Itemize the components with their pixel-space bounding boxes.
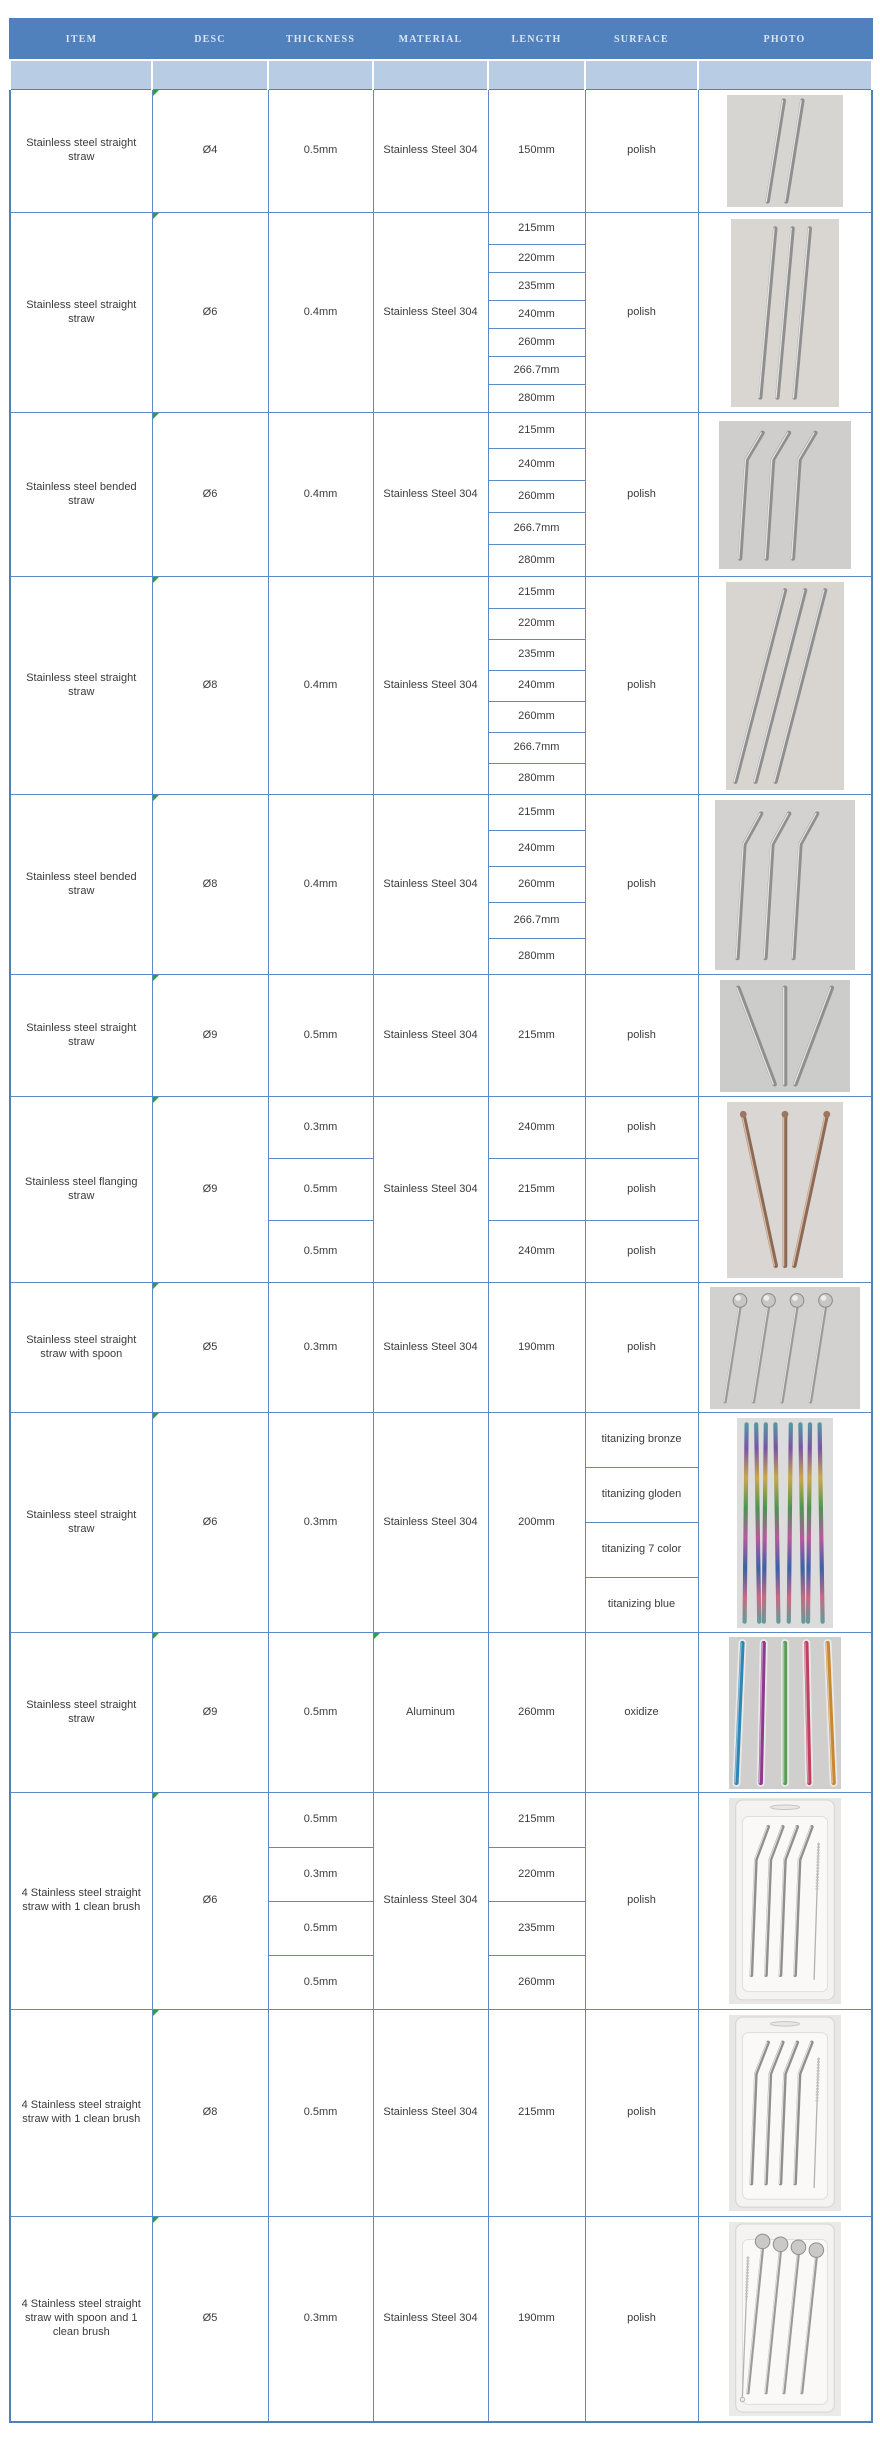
photo-cell[interactable] [698,1097,872,1283]
column-header-length[interactable]: LENGTH [488,19,585,60]
length-cell[interactable]: 280mm [488,385,585,413]
length-cell[interactable]: 240mm [488,449,585,481]
product-row [10,1283,872,1413]
thickness-cell[interactable]: 0.3mm [268,2217,373,2422]
item-cell[interactable]: Stainless steel straight straw with spoon [10,1283,152,1413]
surface-cell[interactable]: polish [585,1221,698,1283]
length-cell[interactable]: 215mm [488,1159,585,1221]
band-cell-material[interactable] [373,60,488,90]
straw-photo-graphic [726,582,844,790]
error-indicator-icon [153,1633,159,1639]
product-photo[interactable] [702,980,869,1092]
length-cell[interactable]: 260mm [488,329,585,357]
product-photo[interactable] [702,421,869,569]
thickness-cell[interactable]: 0.5mm [268,1221,373,1283]
photo-cell[interactable] [698,1633,872,1793]
product-row [10,2010,872,2217]
length-cell[interactable]: 215mm [488,2010,585,2217]
length-cell[interactable]: 240mm [488,301,585,329]
item-cell[interactable]: Stainless steel flanging straw [10,1097,152,1283]
surface-cell[interactable]: polish [585,1097,698,1159]
error-indicator-icon [153,577,159,583]
desc-cell[interactable]: Ø9 [152,1633,268,1793]
thickness-cell[interactable]: 0.5mm [268,1793,373,1848]
length-cell[interactable]: 235mm [488,640,585,671]
item-cell[interactable]: Stainless steel straight straw [10,90,152,213]
length-cell[interactable]: 260mm [488,1633,585,1793]
band-cell-thickness[interactable] [268,60,373,90]
desc-cell[interactable]: Ø4 [152,90,268,213]
length-cell[interactable]: 215mm [488,413,585,449]
item-cell[interactable]: Stainless steel straight straw [10,975,152,1097]
desc-cell[interactable]: Ø8 [152,795,268,975]
length-cell[interactable]: 260mm [488,481,585,513]
item-cell[interactable]: Stainless steel straight straw [10,577,152,795]
thickness-cell[interactable]: 0.5mm [268,90,373,213]
straw-photo-graphic [719,421,851,569]
photo-cell[interactable] [698,90,872,213]
photo-cell[interactable] [698,2217,872,2422]
desc-cell[interactable]: Ø8 [152,577,268,795]
straw-photo-graphic [729,2222,841,2416]
desc-cell[interactable]: Ø6 [152,1793,268,2010]
length-cell[interactable]: 260mm [488,1956,585,2010]
desc-cell[interactable]: Ø6 [152,413,268,577]
error-indicator-icon [153,2010,159,2016]
length-cell[interactable]: 266.7mm [488,357,585,385]
desc-cell[interactable]: Ø5 [152,1283,268,1413]
thickness-cell[interactable]: 0.5mm [268,1633,373,1793]
material-cell[interactable]: Stainless Steel 304 [373,975,488,1097]
thickness-cell[interactable]: 0.5mm [268,1956,373,2010]
item-cell[interactable]: Stainless steel straight straw [10,1633,152,1793]
desc-cell[interactable]: Ø8 [152,2010,268,2217]
surface-cell[interactable]: polish [585,2010,698,2217]
length-cell[interactable]: 200mm [488,1413,585,1633]
photo-cell[interactable] [698,795,872,975]
item-cell[interactable]: Stainless steel bended straw [10,413,152,577]
material-cell[interactable]: Stainless Steel 304 [373,413,488,577]
surface-cell[interactable]: polish [585,795,698,975]
header-row [10,19,872,60]
material-cell[interactable]: Stainless Steel 304 [373,90,488,213]
material-cell[interactable]: Stainless Steel 304 [373,1097,488,1283]
product-table [9,18,873,2423]
product-row [10,213,872,245]
desc-cell[interactable]: Ø9 [152,975,268,1097]
desc-cell[interactable]: Ø9 [152,1097,268,1283]
item-cell[interactable]: Stainless steel straight straw [10,213,152,413]
surface-cell[interactable]: polish [585,1159,698,1221]
error-indicator-icon [153,213,159,219]
surface-cell[interactable]: oxidize [585,1633,698,1793]
thickness-cell[interactable]: 0.4mm [268,577,373,795]
length-cell[interactable]: 235mm [488,1902,585,1956]
column-header-surface[interactable]: SURFACE [585,19,698,60]
item-cell[interactable]: 4 Stainless steel straight straw with 1 clean brush [10,2010,152,2217]
item-cell[interactable]: 4 Stainless steel straight straw with 1 clean brush [10,1793,152,2010]
photo-cell[interactable] [698,213,872,413]
length-cell[interactable]: 280mm [488,545,585,577]
band-cell-item[interactable] [10,60,152,90]
error-indicator-icon [153,1413,159,1419]
straw-photo-graphic [729,1637,841,1789]
material-cell[interactable]: Stainless Steel 304 [373,213,488,413]
photo-cell[interactable] [698,1793,872,2010]
material-cell[interactable]: Stainless Steel 304 [373,795,488,975]
straw-photo-graphic [729,2015,841,2211]
thickness-cell[interactable]: 0.4mm [268,795,373,975]
product-photo[interactable] [702,1798,869,2004]
length-cell[interactable]: 266.7mm [488,513,585,545]
surface-cell[interactable]: polish [585,413,698,577]
straw-photo-graphic [715,800,855,970]
band-cell-photo[interactable] [698,60,872,90]
length-cell[interactable]: 215mm [488,795,585,831]
straw-photo-graphic [729,1798,841,2004]
straw-photo-graphic [737,1418,833,1628]
product-photo[interactable] [702,219,869,407]
error-indicator-icon [153,2217,159,2223]
material-cell[interactable]: Aluminum [373,1633,488,1793]
product-row [10,1793,872,1848]
length-cell[interactable]: 266.7mm [488,903,585,939]
product-photo[interactable] [702,2222,869,2416]
column-header-material[interactable]: MATERIAL [373,19,488,60]
photo-cell[interactable] [698,2010,872,2217]
thickness-cell[interactable]: 0.3mm [268,1097,373,1159]
photo-cell[interactable] [698,1413,872,1633]
straw-photo-graphic [727,1102,843,1278]
straw-photo-graphic [710,1287,860,1409]
length-cell[interactable]: 215mm [488,577,585,609]
error-indicator-icon [153,1097,159,1103]
band-cell-surface[interactable] [585,60,698,90]
product-photo[interactable] [702,95,869,207]
error-indicator-icon [153,1283,159,1289]
product-photo[interactable] [702,800,869,970]
error-indicator-icon [153,795,159,801]
table-header [10,19,872,90]
thickness-cell[interactable]: 0.4mm [268,213,373,413]
column-header-photo[interactable]: PHOTO [698,19,872,60]
length-cell[interactable]: 215mm [488,213,585,245]
product-photo[interactable] [702,582,869,790]
material-cell[interactable]: Stainless Steel 304 [373,2217,488,2422]
length-cell[interactable]: 220mm [488,245,585,273]
band-cell-length[interactable] [488,60,585,90]
surface-cell[interactable]: polish [585,975,698,1097]
product-photo[interactable] [702,2015,869,2211]
error-indicator-icon [153,975,159,981]
error-indicator-icon [153,90,159,96]
photo-cell[interactable] [698,413,872,577]
length-cell[interactable]: 260mm [488,867,585,903]
length-cell[interactable]: 215mm [488,1793,585,1848]
desc-cell[interactable]: Ø6 [152,213,268,413]
material-cell[interactable]: Stainless Steel 304 [373,2010,488,2217]
item-cell[interactable]: Stainless steel bended straw [10,795,152,975]
length-cell[interactable]: 235mm [488,273,585,301]
thickness-cell[interactable]: 0.5mm [268,975,373,1097]
length-cell[interactable]: 240mm [488,831,585,867]
product-photo[interactable] [702,1637,869,1789]
desc-cell[interactable]: Ø5 [152,2217,268,2422]
column-header-desc[interactable]: DESC [152,19,268,60]
length-cell[interactable]: 150mm [488,90,585,213]
error-indicator-icon [153,413,159,419]
thickness-cell[interactable]: 0.5mm [268,1902,373,1956]
thickness-cell[interactable]: 0.3mm [268,1283,373,1413]
thickness-cell[interactable]: 0.3mm [268,1848,373,1902]
material-cell[interactable]: Stainless Steel 304 [373,1283,488,1413]
surface-cell[interactable]: polish [585,213,698,413]
product-row [10,1413,872,1468]
desc-cell[interactable]: Ø6 [152,1413,268,1633]
error-indicator-icon [153,1793,159,1799]
photo-cell[interactable] [698,1283,872,1413]
product-photo[interactable] [702,1287,869,1409]
length-cell[interactable]: 280mm [488,939,585,975]
thickness-cell[interactable]: 0.3mm [268,1413,373,1633]
product-row [10,975,872,1097]
error-indicator-icon [374,1633,380,1639]
thickness-cell[interactable]: 0.5mm [268,2010,373,2217]
length-cell[interactable]: 240mm [488,1221,585,1283]
length-cell[interactable]: 190mm [488,1283,585,1413]
photo-cell[interactable] [698,577,872,795]
surface-cell[interactable]: titanizing bronze [585,1413,698,1468]
thickness-cell[interactable]: 0.5mm [268,1159,373,1221]
product-photo[interactable] [702,1418,869,1628]
product-row [10,1097,872,1159]
length-cell[interactable]: 240mm [488,671,585,702]
surface-cell[interactable]: titanizing gloden [585,1468,698,1523]
length-cell[interactable]: 240mm [488,1097,585,1159]
band-row [10,60,872,90]
surface-cell[interactable]: polish [585,1283,698,1413]
length-cell[interactable]: 260mm [488,702,585,733]
table-body [10,90,872,2422]
length-cell[interactable]: 190mm [488,2217,585,2422]
column-header-item[interactable]: ITEM [10,19,152,60]
product-row [10,413,872,449]
item-cell[interactable]: 4 Stainless steel straight straw with spoon and 1 clean brush [10,2217,152,2422]
straw-photo-graphic [731,219,839,407]
length-cell[interactable]: 266.7mm [488,733,585,764]
material-cell[interactable]: Stainless Steel 304 [373,577,488,795]
product-row [10,1633,872,1793]
surface-cell[interactable]: polish [585,90,698,213]
thickness-cell[interactable]: 0.4mm [268,413,373,577]
column-header-thickness[interactable]: THICKNESS [268,19,373,60]
straw-photo-graphic [727,95,843,207]
length-cell[interactable]: 220mm [488,1848,585,1902]
surface-cell[interactable]: polish [585,2217,698,2422]
surface-cell[interactable]: polish [585,1793,698,2010]
surface-cell[interactable]: titanizing blue [585,1578,698,1633]
product-photo[interactable] [702,1102,869,1278]
product-row [10,577,872,609]
product-row [10,795,872,831]
length-cell[interactable]: 220mm [488,609,585,640]
material-cell[interactable]: Stainless Steel 304 [373,1793,488,2010]
product-row [10,90,872,213]
length-cell[interactable]: 215mm [488,975,585,1097]
product-row [10,2217,872,2422]
photo-cell[interactable] [698,975,872,1097]
band-cell-desc[interactable] [152,60,268,90]
length-cell[interactable]: 280mm [488,764,585,795]
straw-photo-graphic [720,980,850,1092]
surface-cell[interactable]: polish [585,577,698,795]
surface-cell[interactable]: titanizing 7 color [585,1523,698,1578]
material-cell[interactable]: Stainless Steel 304 [373,1413,488,1633]
item-cell[interactable]: Stainless steel straight straw [10,1413,152,1633]
